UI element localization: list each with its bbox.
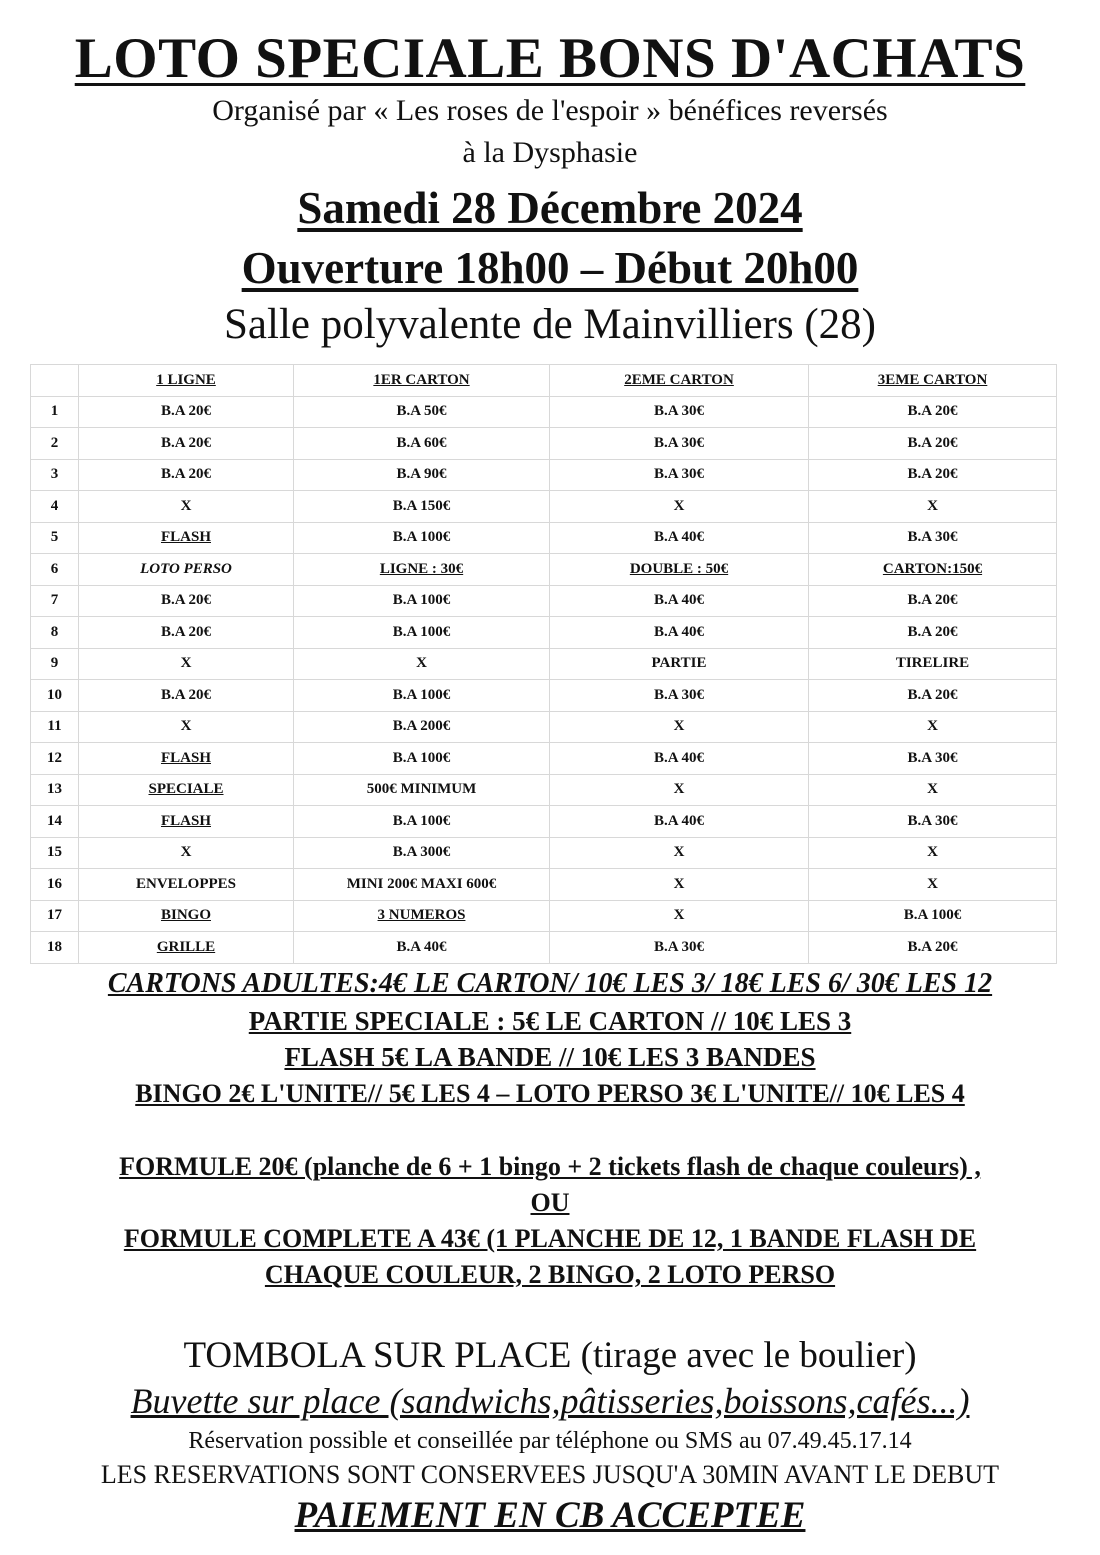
prize-cell: FLASH <box>79 522 294 554</box>
prize-cell: B.A 40€ <box>550 806 809 838</box>
prize-cell: X <box>550 900 809 932</box>
table-row <box>31 900 1057 932</box>
row-number-cell: 10 <box>31 680 79 712</box>
prize-cell: X <box>809 774 1057 806</box>
price-bingo-loto-perso: BINGO 2€ L'UNITE// 5€ LES 4 – LOTO PERSO 3€ L'UNITE// 10€ LES 4 <box>135 1079 965 1108</box>
table-row <box>31 774 1057 806</box>
table-row <box>31 396 1057 428</box>
row-number-cell: 17 <box>31 900 79 932</box>
prize-cell: B.A 40€ <box>294 932 550 964</box>
prize-cell: B.A 30€ <box>809 743 1057 775</box>
prize-table-body <box>31 396 1057 963</box>
prize-cell: B.A 30€ <box>550 428 809 460</box>
price-flash: FLASH 5€ LA BANDE // 10€ LES 3 BANDES <box>284 1042 816 1072</box>
prize-cell: B.A 30€ <box>550 680 809 712</box>
prize-table-header <box>31 365 1057 397</box>
organizer-line-2: à la Dysphasie <box>462 136 638 169</box>
price-cartons-adultes: CARTONS ADULTES:4€ LE CARTON/ 10€ LES 3/ 18€ LES 6/ 30€ LES 12 <box>107 968 993 999</box>
prize-cell: ENVELOPPES <box>79 869 294 901</box>
organizer-line-1: Organisé par « Les roses de l'espoir » bénéfices reversés <box>212 94 888 127</box>
prize-cell: B.A 200€ <box>294 711 550 743</box>
prize-cell: X <box>79 648 294 680</box>
table-row <box>31 680 1057 712</box>
table-row <box>31 806 1057 838</box>
paiement-text: PAIEMENT EN CB ACCEPTEE <box>294 1495 806 1536</box>
prize-cell: B.A 20€ <box>809 585 1057 617</box>
prize-cell: B.A 20€ <box>809 680 1057 712</box>
prize-cell: FLASH <box>79 806 294 838</box>
prize-cell: X <box>809 711 1057 743</box>
formule-20: FORMULE 20€ (planche de 6 + 1 bingo + 2 tickets flash de chaque couleurs) , <box>119 1152 981 1181</box>
row-number-cell: 6 <box>31 554 79 586</box>
table-row <box>31 585 1057 617</box>
prize-cell: X <box>550 869 809 901</box>
row-number-cell: 5 <box>31 522 79 554</box>
row-number-cell: 4 <box>31 491 79 523</box>
formule-complete-line-1: FORMULE COMPLETE A 43€ (1 PLANCHE DE 12, 1 BANDE FLASH DE <box>123 1224 977 1253</box>
table-row <box>31 554 1057 586</box>
prize-cell: B.A 100€ <box>294 585 550 617</box>
prize-cell: X <box>550 711 809 743</box>
prize-cell: X <box>79 837 294 869</box>
event-hours: Ouverture 18h00 – Début 20h00 <box>241 243 859 293</box>
prize-cell: SPECIALE <box>79 774 294 806</box>
prize-cell: B.A 40€ <box>550 585 809 617</box>
prize-cell: MINI 200€ MAXI 600€ <box>294 869 550 901</box>
prize-cell: X <box>809 491 1057 523</box>
prize-cell: B.A 100€ <box>294 617 550 649</box>
prize-cell: X <box>809 837 1057 869</box>
prize-cell: B.A 150€ <box>294 491 550 523</box>
prize-cell: X <box>550 491 809 523</box>
header-3eme-carton: 3EME CARTON <box>809 365 1057 397</box>
header-1-ligne: 1 LIGNE <box>79 365 294 397</box>
row-number-cell: 2 <box>31 428 79 460</box>
row-number-cell: 3 <box>31 459 79 491</box>
prize-cell: FLASH <box>79 743 294 775</box>
table-row <box>31 617 1057 649</box>
table-row <box>31 459 1057 491</box>
row-number-cell: 13 <box>31 774 79 806</box>
table-row <box>31 869 1057 901</box>
prize-cell: CARTON:150€ <box>809 554 1057 586</box>
row-number-cell: 7 <box>31 585 79 617</box>
prize-cell: X <box>550 837 809 869</box>
prize-cell: 500€ MINIMUM <box>294 774 550 806</box>
prize-cell: 3 NUMEROS <box>294 900 550 932</box>
price-partie-speciale: PARTIE SPECIALE : 5€ LE CARTON // 10€ LES 3 <box>248 1006 852 1036</box>
prize-cell: GRILLE <box>79 932 294 964</box>
prize-cell: X <box>294 648 550 680</box>
reservation-conservation-text: LES RESERVATIONS SONT CONSERVEES JUSQU'A 30MIN AVANT LE DEBUT <box>100 1460 1000 1489</box>
buvette-text: Buvette sur place (sandwichs,pâtisseries,boissons,cafés...) <box>130 1381 970 1421</box>
table-row <box>31 648 1057 680</box>
prize-cell: B.A 100€ <box>294 680 550 712</box>
prize-cell: B.A 30€ <box>550 396 809 428</box>
prize-cell: B.A 60€ <box>294 428 550 460</box>
prize-cell: B.A 100€ <box>809 900 1057 932</box>
prize-cell: B.A 20€ <box>809 932 1057 964</box>
prize-cell: TIRELIRE <box>809 648 1057 680</box>
prize-cell: B.A 20€ <box>809 396 1057 428</box>
prize-cell: DOUBLE : 50€ <box>550 554 809 586</box>
prize-table <box>30 364 1057 964</box>
row-number-cell: 16 <box>31 869 79 901</box>
header-2eme-carton: 2EME CARTON <box>550 365 809 397</box>
prize-cell: B.A 20€ <box>79 617 294 649</box>
prize-cell: B.A 20€ <box>79 396 294 428</box>
row-number-cell: 15 <box>31 837 79 869</box>
prize-cell: B.A 100€ <box>294 806 550 838</box>
table-row <box>31 428 1057 460</box>
row-number-cell: 8 <box>31 617 79 649</box>
event-date: Samedi 28 Décembre 2024 <box>297 183 803 233</box>
header-number <box>31 365 79 397</box>
prize-cell: B.A 50€ <box>294 396 550 428</box>
table-row <box>31 522 1057 554</box>
prize-cell: B.A 40€ <box>550 522 809 554</box>
table-row <box>31 711 1057 743</box>
prize-cell: LOTO PERSO <box>79 554 294 586</box>
row-number-cell: 1 <box>31 396 79 428</box>
prize-cell: B.A 30€ <box>550 459 809 491</box>
prize-cell: X <box>550 774 809 806</box>
prize-cell: B.A 30€ <box>550 932 809 964</box>
prize-cell: B.A 90€ <box>294 459 550 491</box>
prize-cell: B.A 300€ <box>294 837 550 869</box>
row-number-cell: 18 <box>31 932 79 964</box>
prize-cell: B.A 20€ <box>79 459 294 491</box>
prize-cell: B.A 40€ <box>550 617 809 649</box>
table-row <box>31 837 1057 869</box>
event-venue: Salle polyvalente de Mainvilliers (28) <box>224 301 876 348</box>
prize-cell: LIGNE : 30€ <box>294 554 550 586</box>
prize-cell: B.A 30€ <box>809 806 1057 838</box>
prize-cell: B.A 40€ <box>550 743 809 775</box>
prize-cell: X <box>79 491 294 523</box>
row-number-cell: 14 <box>31 806 79 838</box>
reservation-text: Réservation possible et conseillée par téléphone ou SMS au 07.49.45.17.14 <box>188 1428 912 1454</box>
row-number-cell: 11 <box>31 711 79 743</box>
prize-cell: B.A 20€ <box>79 680 294 712</box>
prize-cell: B.A 100€ <box>294 522 550 554</box>
prize-cell: B.A 20€ <box>79 428 294 460</box>
header-1er-carton: 1ER CARTON <box>294 365 550 397</box>
prize-cell: B.A 20€ <box>809 617 1057 649</box>
prize-cell: PARTIE <box>550 648 809 680</box>
prize-cell: B.A 30€ <box>809 522 1057 554</box>
prize-cell: B.A 20€ <box>809 459 1057 491</box>
row-number-cell: 9 <box>31 648 79 680</box>
prize-cell: B.A 20€ <box>79 585 294 617</box>
row-number-cell: 12 <box>31 743 79 775</box>
prize-cell: B.A 100€ <box>294 743 550 775</box>
formule-ou: OU <box>530 1188 570 1217</box>
table-row <box>31 932 1057 964</box>
prize-cell: B.A 20€ <box>809 428 1057 460</box>
table-row <box>31 743 1057 775</box>
formule-complete-line-2: CHAQUE COULEUR, 2 BINGO, 2 LOTO PERSO <box>264 1260 836 1289</box>
prize-cell: X <box>809 869 1057 901</box>
poster-title: LOTO SPECIALE BONS D'ACHATS <box>74 27 1026 90</box>
tombola-text: TOMBOLA SUR PLACE (tirage avec le boulier) <box>183 1335 917 1376</box>
prize-cell: X <box>79 711 294 743</box>
prize-cell: BINGO <box>79 900 294 932</box>
table-row <box>31 491 1057 523</box>
